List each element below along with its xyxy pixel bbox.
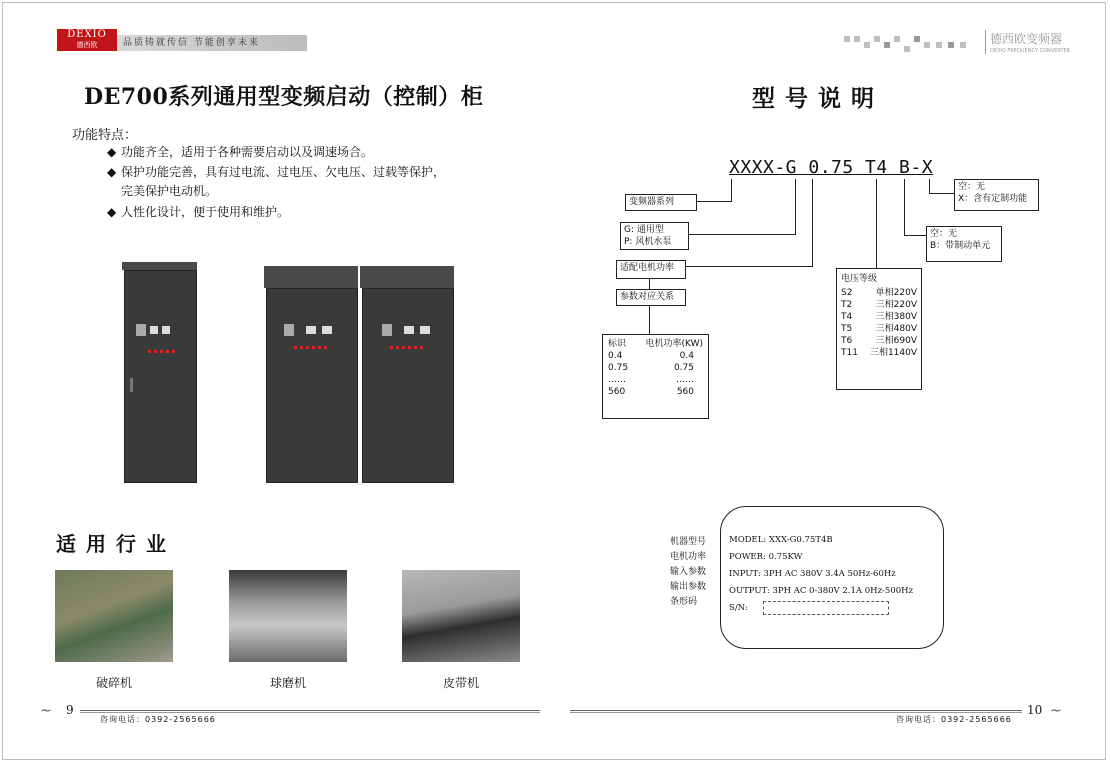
crusher-photo	[55, 570, 173, 662]
single-cabinet-image	[122, 262, 197, 481]
ball-mill-photo	[229, 570, 347, 662]
caption-belt: 皮带机	[443, 676, 480, 690]
footer-ornament-left: ~	[40, 703, 52, 719]
barcode-field	[763, 601, 889, 615]
model-explanation-title: 型号说明	[752, 86, 884, 112]
nameplate: MODEL: XXX-G0.75T4B POWER: 0.75KW INPUT: 3PH AC 380V 3.4A 50Hz-60Hz OUTPUT: 3PH AC 0-380V 2.1A 0Hz-500Hz S/N:	[720, 506, 944, 649]
caption-ball-mill: 球磨机	[270, 676, 307, 690]
double-cabinet-image	[264, 266, 454, 481]
model-code: XXXX-G 0.75 T4 B-X	[729, 157, 934, 178]
belt-conveyor-photo	[402, 570, 520, 662]
nameplate-labels: 机器型号 电机功率 输入参数 输出参数 条形码	[670, 537, 707, 607]
feature-item: ◆ 功能齐全，适用于各种需要启动以及调速场合。	[107, 145, 374, 159]
custom-box: 空：无 X：含有定制功能	[954, 179, 1039, 211]
features-heading: 功能特点：	[72, 128, 138, 143]
brake-box: 空：无 B：带制动单元	[926, 226, 1002, 262]
type-box: G: 通用型 P: 风机水泵	[620, 222, 689, 250]
feature-item: ◆ 保护功能完善，具有过电流、过电压、欠电压、过载等保护，	[107, 165, 446, 179]
power-box: 适配电机功率	[616, 260, 686, 279]
decorative-squares	[840, 32, 980, 56]
power-table: 标识 电机功率(KW) 0.4 0.4 0.75 0.75 …… …… 560 560	[602, 334, 709, 419]
series-box: 变频器系列	[625, 194, 697, 211]
voltage-box: 电压等级 S2 单相220V T2 三相220V T4 三相380V T5 三相480V T6 三相690V T11 三相1140V	[836, 268, 922, 390]
footer-phone-right: 咨询电话：0392-2565666	[896, 715, 1012, 724]
feature-item-cont: 完美保护电动机。	[121, 184, 218, 198]
brand-right-name: 德西欧变频器	[990, 32, 1063, 46]
caption-crusher: 破碎机	[96, 676, 133, 690]
page-number-left: 9	[66, 703, 74, 717]
param-box: 参数对应关系	[616, 289, 686, 306]
brand-right-sub: DEXIO FREQUENCY CONVERTER	[990, 48, 1071, 54]
page-number-right: 10	[1027, 703, 1043, 717]
dexio-logo	[57, 29, 117, 51]
page-title: DE700系列通用型变频启动（控制）柜	[84, 84, 484, 110]
feature-item: ◆ 人性化设计，便于使用和维护。	[107, 205, 290, 219]
brand-right	[985, 30, 1075, 54]
footer-phone-left: 咨询电话：0392-2565666	[100, 715, 216, 724]
industry-title: 适用行业	[56, 532, 176, 556]
logo-sub: 德西欧	[76, 41, 98, 49]
logo-brand: DEXIO	[67, 29, 107, 40]
footer-ornament-right: ~	[1050, 703, 1062, 719]
slogan-bar: 品质铸就传信 节能创享未来	[117, 35, 307, 51]
